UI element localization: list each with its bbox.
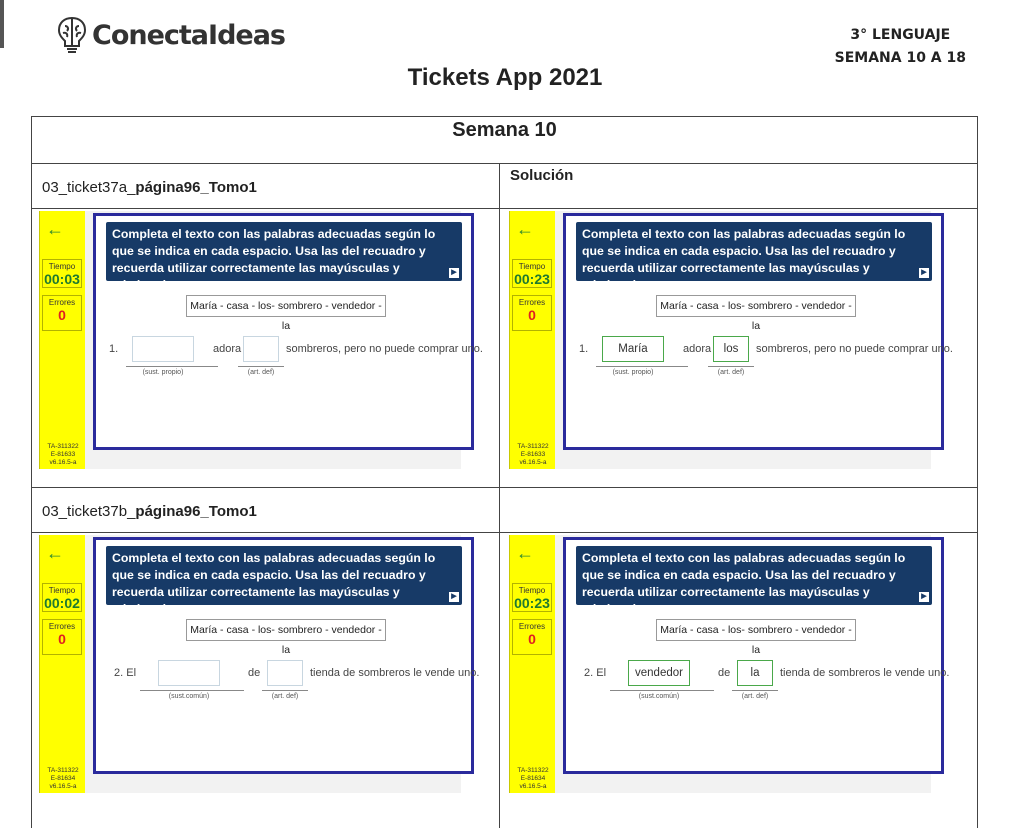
answer-slot-1[interactable] — [132, 336, 194, 362]
errors-label: Errores — [48, 622, 76, 631]
sentence-middle: de — [718, 667, 731, 679]
app-version: v6.16.5-a — [49, 459, 77, 466]
exercise-card — [93, 537, 480, 774]
app-sidebar — [509, 535, 555, 793]
logo-text: ConectaIdeas — [92, 19, 286, 51]
timer-box — [42, 583, 82, 612]
tickets-table — [31, 116, 978, 828]
instruction-text: Completa el texto con las palabras adecuadas según lo que se indica en cada espacio. Usa las del recuadro y recuerda utilizar correctamente las mayúsculas y minúsculas. — [582, 551, 906, 616]
app-sidebar — [39, 535, 85, 793]
answer-slot-2[interactable] — [267, 660, 303, 686]
timer-box — [512, 259, 552, 288]
instruction-text: Completa el texto con las palabras adecuadas según lo que se indica en cada espacio. Usa las del recuadro y recuerda utilizar correctamente las mayúsculas y minúsculas. — [112, 227, 436, 292]
sentence-start: 1. — [579, 343, 589, 355]
instruction-banner — [106, 222, 462, 292]
exercise-id: E-81634 — [520, 775, 546, 782]
blank-underline — [610, 690, 714, 691]
answer-slot-2[interactable]: la — [737, 660, 773, 686]
answer-slot-2[interactable]: los — [713, 336, 749, 362]
exercise-id: E-81633 — [520, 451, 546, 458]
app-version: v6.16.5-a — [519, 459, 547, 466]
blank-underline — [238, 366, 284, 367]
errors-value: 0 — [528, 631, 536, 647]
ticket-id: TA-311322 — [47, 767, 79, 774]
conectaideas-logo — [54, 14, 285, 56]
app-screenshot-37b-solution — [509, 535, 950, 793]
blank-underline — [262, 690, 308, 691]
app-sidebar — [39, 211, 85, 469]
blank-underline — [708, 366, 754, 367]
app-screenshot-37b-attempt — [39, 535, 480, 793]
errors-label: Errores — [48, 298, 76, 307]
blank-underline — [596, 366, 688, 367]
app-version: v6.16.5-a — [519, 783, 547, 790]
app-version: v6.16.5-a — [49, 783, 77, 790]
sentence-start: 1. — [109, 343, 119, 355]
column-divider — [499, 163, 500, 828]
instruction-banner — [106, 546, 462, 616]
errors-label: Errores — [518, 622, 546, 631]
exercise-card — [563, 213, 953, 450]
exercise-id: E-81634 — [50, 775, 76, 782]
errors-box — [42, 295, 82, 331]
word-bank: María - casa - los- sombrero - vendedor - la — [186, 295, 386, 317]
back-arrow-icon[interactable]: ← — [46, 543, 64, 563]
play-audio-icon[interactable]: ▶ — [449, 592, 459, 602]
document-title: Tickets App 2021 — [407, 64, 603, 91]
errors-value: 0 — [528, 307, 536, 323]
instruction-text: Completa el texto con las palabras adecuadas según lo que se indica en cada espacio. Usa las del recuadro y recuerda utilizar correctamente las mayúsculas y minúsculas. — [582, 227, 906, 292]
errors-box — [42, 619, 82, 655]
table-divider — [32, 163, 977, 164]
timer-label: Tiempo — [518, 586, 546, 595]
back-arrow-icon[interactable]: ← — [46, 219, 64, 239]
sentence-end: sombreros, pero no puede comprar uno. — [756, 343, 953, 355]
errors-value: 0 — [58, 307, 66, 323]
timer-label: Tiempo — [48, 262, 76, 271]
app-sidebar — [509, 211, 555, 469]
ticket-ids — [40, 443, 86, 467]
ticket-label-37a: 03_ticket37a_página96_Tomo1 — [42, 179, 257, 196]
table-divider — [32, 487, 977, 488]
answer-slot-1[interactable] — [158, 660, 220, 686]
table-divider — [32, 208, 977, 209]
hint-1: (sust.común) — [168, 693, 210, 700]
sentence-middle: adora — [683, 343, 712, 355]
sentence-middle: adora — [213, 343, 242, 355]
timer-value: 00:23 — [514, 595, 550, 611]
errors-value: 0 — [58, 631, 66, 647]
hint-1: (sust. propio) — [142, 369, 184, 376]
answer-slot-1[interactable]: vendedor — [628, 660, 690, 686]
back-arrow-icon[interactable]: ← — [516, 543, 534, 563]
word-bank: María - casa - los- sombrero - vendedor - la — [656, 619, 856, 641]
exercise-id: E-81633 — [50, 451, 76, 458]
timer-value: 00:02 — [44, 595, 80, 611]
play-audio-icon[interactable]: ▶ — [449, 268, 459, 278]
subject-line-weeks: SEMANA 10 A 18 — [834, 50, 966, 66]
blank-underline — [140, 690, 244, 691]
sentence-end: tienda de sombreros le vende uno. — [310, 667, 480, 679]
ticket-ids — [40, 767, 86, 791]
ticket-id: TA-311322 — [517, 767, 549, 774]
ticket-ids — [510, 767, 556, 791]
ticket-id: TA-311322 — [47, 443, 79, 450]
timer-label: Tiempo — [518, 262, 546, 271]
brain-bulb-icon — [54, 14, 90, 56]
sentence-middle: de — [248, 667, 261, 679]
instruction-text: Completa el texto con las palabras adecuadas según lo que se indica en cada espacio. Usa las del recuadro y recuerda utilizar correctamente las mayúsculas y minúsculas. — [112, 551, 436, 616]
back-arrow-icon[interactable]: ← — [516, 219, 534, 239]
errors-box — [512, 295, 552, 331]
hint-1: (sust. propio) — [612, 369, 654, 376]
hint-2: (art. def) — [247, 369, 275, 376]
timer-value: 00:23 — [514, 271, 550, 287]
errors-box — [512, 619, 552, 655]
ticket-label-37b: 03_ticket37b_página96_Tomo1 — [42, 503, 257, 520]
word-bank: María - casa - los- sombrero - vendedor - la — [186, 619, 386, 641]
instruction-banner — [576, 222, 932, 292]
timer-box — [42, 259, 82, 288]
week-title: Semana 10 — [452, 119, 557, 141]
page-left-edge — [0, 0, 4, 48]
sentence-start: 2. El — [584, 667, 607, 679]
table-divider — [32, 532, 977, 533]
timer-value: 00:03 — [44, 271, 80, 287]
blank-underline — [126, 366, 218, 367]
solution-label: Solución — [510, 167, 574, 184]
ticket-id: TA-311322 — [517, 443, 549, 450]
errors-label: Errores — [518, 298, 546, 307]
blank-underline — [732, 690, 778, 691]
subject-line-grade: 3° LENGUAJE — [850, 27, 951, 43]
hint-1: (sust.común) — [638, 693, 680, 700]
play-audio-icon[interactable]: ▶ — [919, 268, 929, 278]
sentence-end: sombreros, pero no puede comprar uno. — [286, 343, 483, 355]
answer-slot-2[interactable] — [243, 336, 279, 362]
word-bank: María - casa - los- sombrero - vendedor - la — [656, 295, 856, 317]
exercise-card — [563, 537, 950, 774]
app-screenshot-37a-solution — [509, 211, 953, 469]
app-screenshot-37a-attempt — [39, 211, 483, 469]
sentence-end: tienda de sombreros le vende uno. — [780, 667, 950, 679]
sentence-start: 2. El — [114, 667, 137, 679]
timer-box — [512, 583, 552, 612]
play-audio-icon[interactable]: ▶ — [919, 592, 929, 602]
hint-2: (art. def) — [271, 693, 299, 700]
exercise-card — [93, 213, 483, 450]
instruction-banner — [576, 546, 932, 616]
hint-2: (art. def) — [741, 693, 769, 700]
hint-2: (art. def) — [717, 369, 745, 376]
answer-slot-1[interactable]: María — [602, 336, 664, 362]
timer-label: Tiempo — [48, 586, 76, 595]
ticket-ids — [510, 443, 556, 467]
